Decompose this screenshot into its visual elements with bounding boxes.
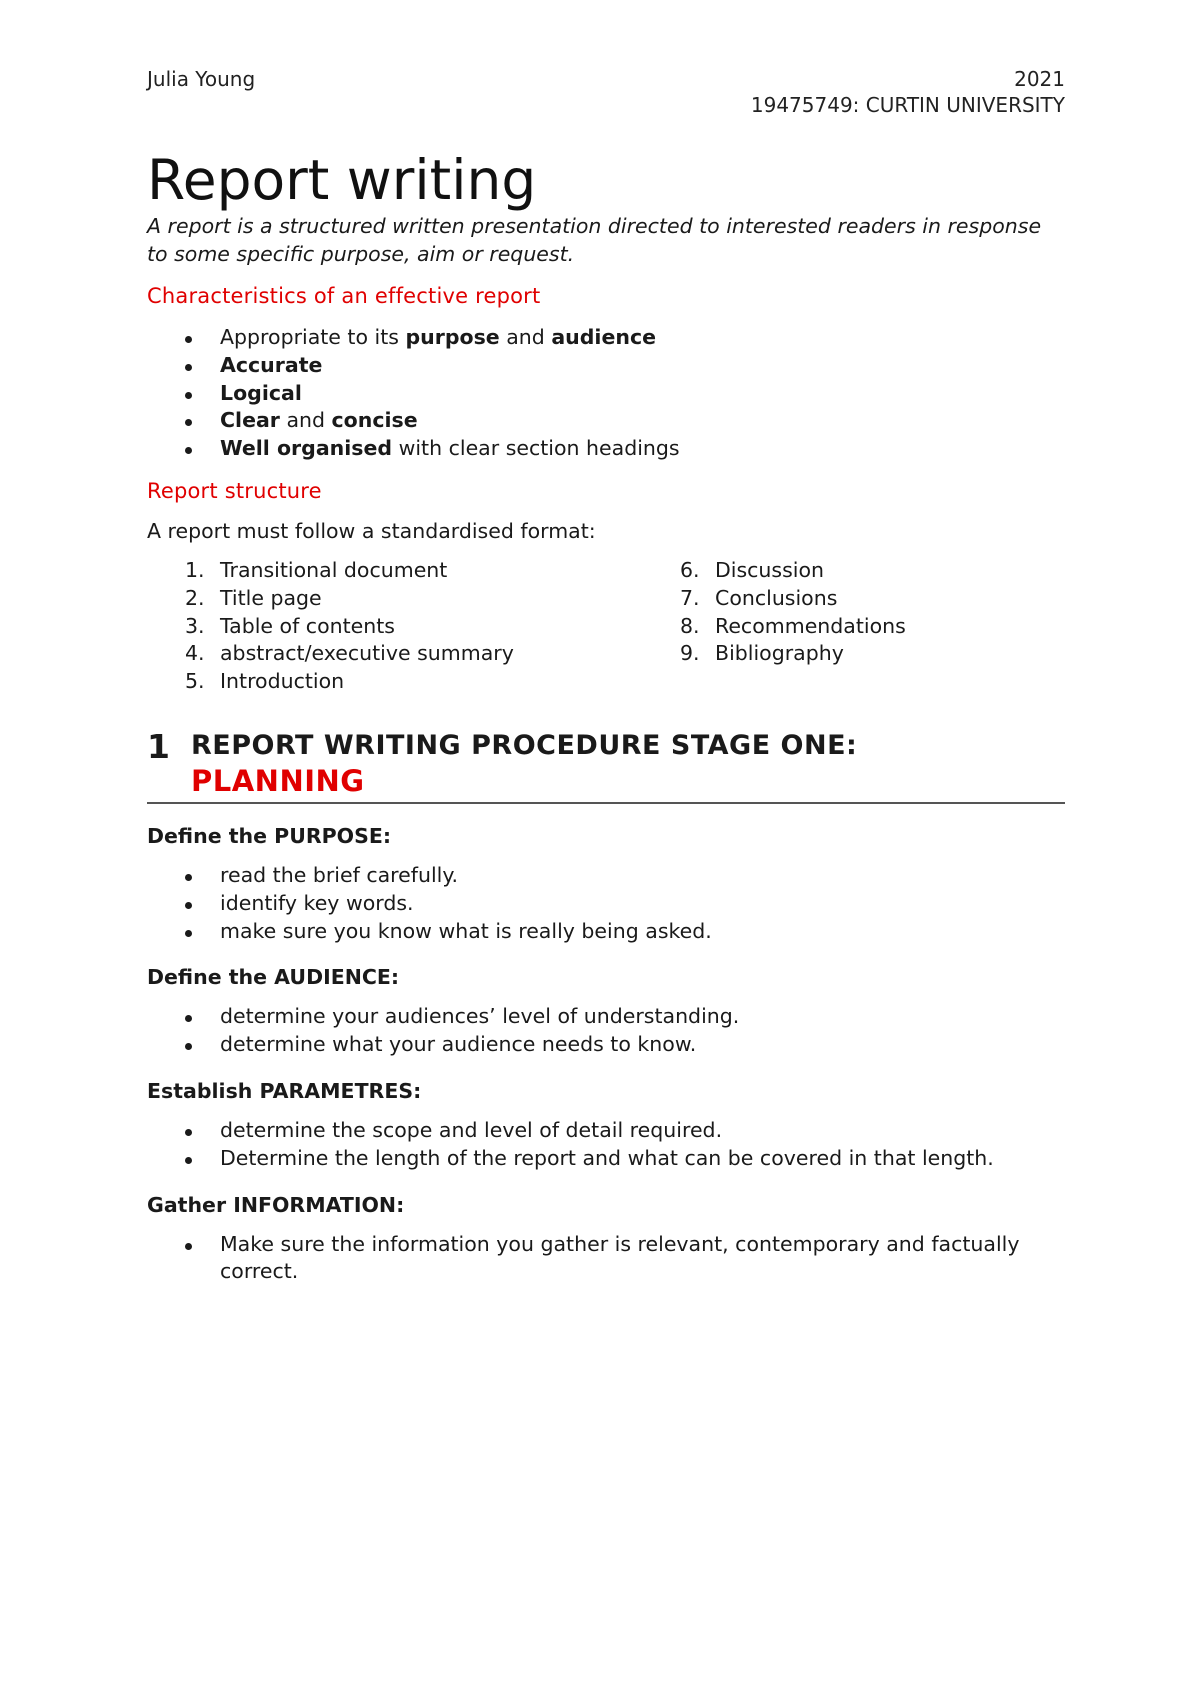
header-year: 2021 — [1014, 67, 1065, 91]
document-page — [147, 66, 1065, 1286]
structure-item-label: Bibliography — [715, 641, 844, 666]
structure-item — [147, 613, 642, 641]
characteristics-item-text: Clear — [220, 408, 280, 433]
section-title: REPORT WRITING PROCEDURE STAGE ONE: — [191, 729, 858, 761]
structure-heading: Report structure — [147, 478, 322, 503]
structure-item-label: Transitional document — [220, 557, 448, 582]
characteristics-item-text: Accurate — [220, 352, 323, 377]
bullet-icon — [185, 419, 192, 426]
planning-group-list — [147, 1117, 1065, 1173]
intro-paragraph: A report is a structured written presentation directed to interested readers in response to some specific purpose, aim or request. — [147, 214, 1042, 266]
characteristics-heading: Characteristics of an effective report — [147, 284, 541, 308]
bullet-icon — [185, 874, 192, 881]
characteristics-item-text: with clear section headings — [392, 436, 680, 461]
header-author: Julia Young — [147, 67, 256, 91]
structure-item-number: 3. — [185, 613, 205, 638]
structure-item-label: Conclusions — [715, 585, 838, 610]
characteristics-item — [147, 324, 1065, 352]
characteristics-item-text: Logical — [220, 380, 302, 405]
bullet-icon — [185, 902, 192, 909]
bullet-icon — [185, 1015, 192, 1022]
structure-item — [642, 640, 906, 668]
planning-group-list — [147, 862, 1065, 945]
structure-item-number: 4. — [185, 641, 205, 666]
structure-list-left — [147, 557, 642, 696]
planning-group-list — [147, 1231, 1065, 1287]
characteristics-item-text: Appropriate to its — [220, 325, 406, 349]
characteristics-item-text: purpose — [405, 325, 500, 349]
planning-group-item — [147, 1003, 1065, 1031]
structure-item — [642, 585, 906, 613]
structure-item-number: 8. — [680, 613, 700, 638]
structure-item-number: 5. — [185, 669, 205, 694]
characteristics-item — [147, 407, 1065, 435]
structure-item-number: 6. — [680, 557, 700, 582]
planning-group-heading: Gather INFORMATION: — [147, 1192, 405, 1217]
structure-item — [642, 613, 906, 641]
bullet-icon — [185, 364, 192, 371]
planning-group-item — [147, 1231, 1065, 1287]
bullet-icon — [185, 1157, 192, 1164]
structure-item-number: 7. — [680, 585, 700, 610]
characteristics-item-text: and — [279, 408, 332, 433]
planning-group-item — [147, 1145, 1065, 1173]
planning-group-item-text: read the brief carefully. — [220, 862, 459, 887]
bullet-icon — [185, 930, 192, 937]
structure-item — [147, 557, 642, 585]
page-header — [147, 66, 1065, 128]
planning-group-item-text: make sure you know what is really being asked. — [220, 918, 712, 943]
planning-group-heading: Establish PARAMETRES: — [147, 1078, 422, 1103]
characteristics-item-text: Well organised — [220, 436, 393, 461]
characteristics-item-text: and — [499, 325, 552, 349]
structure-item-label: Table of contents — [220, 613, 395, 638]
header-id-institution: 19475749: CURTIN UNIVERSITY — [750, 93, 1065, 117]
planning-group-item-text: Determine the length of the report and what can be covered in that length. — [220, 1145, 994, 1170]
structure-item — [147, 668, 642, 696]
structure-item-label: Title page — [220, 585, 322, 610]
bullet-icon — [185, 1043, 192, 1050]
header-right — [751, 66, 1065, 118]
bullet-icon — [185, 1243, 192, 1250]
characteristics-item — [147, 352, 1065, 380]
structure-item-label: Introduction — [220, 669, 345, 694]
planning-group-heading: Define the PURPOSE: — [147, 823, 392, 848]
planning-group-list — [147, 1003, 1065, 1059]
planning-groups — [147, 822, 1065, 1286]
bullet-icon — [185, 1129, 192, 1136]
planning-group-item — [147, 862, 1065, 890]
planning-group-item-text: identify key words. — [220, 890, 414, 915]
characteristics-item-text: concise — [331, 408, 418, 433]
structure-item-number: 2. — [185, 585, 205, 610]
planning-group-item-text: determine the scope and level of detail required. — [220, 1117, 723, 1142]
planning-group-item — [147, 918, 1065, 946]
characteristics-item — [147, 435, 1065, 463]
planning-group-heading: Define the AUDIENCE: — [147, 965, 400, 990]
structure-item-label: Discussion — [715, 557, 825, 582]
planning-group-item — [147, 1031, 1065, 1059]
structure-item-label: abstract/executive summary — [220, 641, 514, 666]
structure-list-right — [642, 557, 906, 696]
structure-item-label: Recommendations — [715, 613, 906, 638]
structure-item-number: 1. — [185, 557, 205, 582]
planning-group-item-text: Make sure the information you gather is relevant, contemporary and factually correct. — [220, 1231, 1020, 1284]
characteristics-item — [147, 380, 1065, 408]
characteristics-item-text: audience — [551, 325, 657, 349]
document-title: Report writing — [147, 148, 537, 212]
bullet-icon — [185, 392, 192, 399]
planning-group-item-text: determine what your audience needs to know. — [220, 1032, 697, 1057]
characteristics-list — [147, 324, 1065, 463]
bullet-icon — [185, 447, 192, 454]
planning-group-item — [147, 1117, 1065, 1145]
section-heading — [147, 726, 1065, 804]
structure-lead: A report must follow a standardised format: — [147, 518, 596, 543]
structure-item-number: 9. — [680, 641, 700, 666]
structure-item — [642, 557, 906, 585]
bullet-icon — [185, 336, 192, 343]
structure-item — [147, 640, 642, 668]
section-subtitle: PLANNING — [191, 763, 365, 798]
planning-group-item-text: determine your audiences’ level of understanding. — [220, 1004, 740, 1029]
section-number: 1 — [147, 726, 170, 766]
structure-item — [147, 585, 642, 613]
planning-group-item — [147, 890, 1065, 918]
structure-list — [147, 557, 1065, 696]
